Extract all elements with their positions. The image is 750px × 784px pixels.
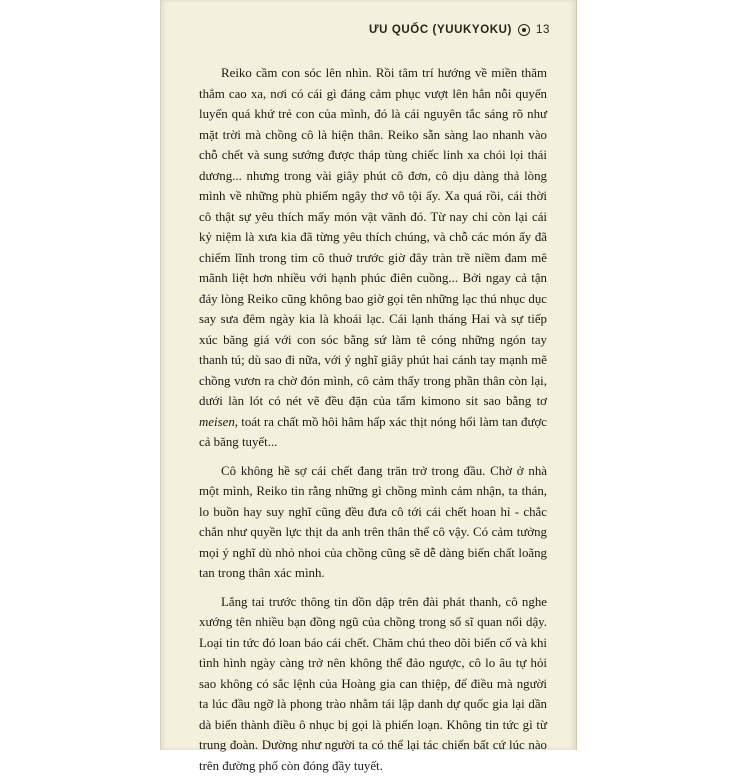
paragraph-1-text-end: , toát ra chất mồ hôi hâm hấp xác thịt nóng hổi làm tan được cả băng tuyết... — [199, 414, 547, 449]
paragraph-1-text: Reiko cầm con sóc lên nhìn. Rồi tâm trí hướng về miền thăm thẳm cao xa, nơi có cái gì đáng cảm phục vượt lên hẳn nỗi quyến luyến quá khứ trẻ con của mình, đó là cái nguyên tắc sáng rõ như mặt trời mà chồng cô là hiện thân. Reiko sẵn sàng lao nhanh vào chỗ chết và sung sướng được tháp tùng chiếc linh xa chói lọi thái dương... nhưng trong vài giây phút cô đơn, cô dịu dàng thả lòng mình về những phù phiếm ngây thơ vô tội ấy. Xa quá rồi, cái thời cô thật sự yêu thích mấy món vật vãnh đó. Từ nay chỉ còn lại cái kỷ niệm là xưa kia đã từng yêu thích chúng, và chỗ các món ấy đã chiếm lĩnh trong tim cô thuở trước giờ đây tràn trề niềm đam mê mãnh liệt hơn nhiều với hạnh phúc điên cuồng... Bởi ngay cả tận đáy lòng Reiko cũng không bao giờ gọi tên những lạc thú nhục dục say sưa đêm ngày kia là khoái lạc. Cái lạnh tháng Hai và sự tiếp xúc băng giá với con sóc bằng sứ làm tê cóng những ngón tay thanh tú; dù sao đi nữa, với ý nghĩ giây phút hai cánh tay mạnh mẽ chồng vươn ra chờ đón mình, cô cảm thấy trong phần thân còn lại, dưới làn lót có nét vẽ đều đặn của tấm kimono sit sao bằng tơ — [199, 66, 547, 408]
paragraph-1-italic-word: meisen — [199, 414, 235, 429]
body-text — [199, 63, 547, 784]
running-head-title: ƯU QUỐC (YUUKYOKU) — [368, 24, 512, 36]
flower-ornament-icon — [518, 24, 530, 36]
page-number: 13 — [536, 24, 550, 36]
paragraph-2-text: Cô không hề sợ cái chết đang trăn trở trong đầu. Chờ ở nhà một mình, Reiko tin rằng những gì chồng mình cảm nhận, ta thán, lo buồn hay suy nghĩ cũng đều đưa cô tới cái chết hoan hỉ - chắc chắn như quyền lực thịt da anh trên thân thể cô vậy. Có cảm tưởng mọi ý nghĩ dù nhỏ nhoi của chồng cũng sẽ dễ dàng biến chất loãng tan trong thân xác mình. — [199, 463, 547, 580]
paragraph-1 — [199, 63, 547, 453]
paragraph-2 — [199, 461, 547, 584]
book-page — [160, 0, 577, 773]
paragraph-3-text: Lắng tai trước thông tin dồn dập trên đài phát thanh, cô nghe xướng tên nhiều bạn đồng ngũ của chồng trong số sĩ quan nổi dậy. Loại tin tức đó loan báo cái chết. Chăm chú theo dõi biến cố và khi tình hình ngày càng trở nên không thể đảo ngược, cô lo âu tự hỏi sao không có sắc lệnh của Hoàng gia can thiệp, để điều mà người ta lúc đầu ngỡ là phong trào nhằm tái lập danh dự quốc gia lại dần dà biến thành điều ô nhục bị gọi là phiến loạn. Không tin tức gì từ trung đoàn. Dường như người ta có thể lại tác chiến bất cứ lúc nào trên đường phố còn đóng đầy tuyết. — [199, 594, 547, 773]
running-head — [369, 24, 550, 36]
paragraph-3 — [199, 592, 547, 777]
